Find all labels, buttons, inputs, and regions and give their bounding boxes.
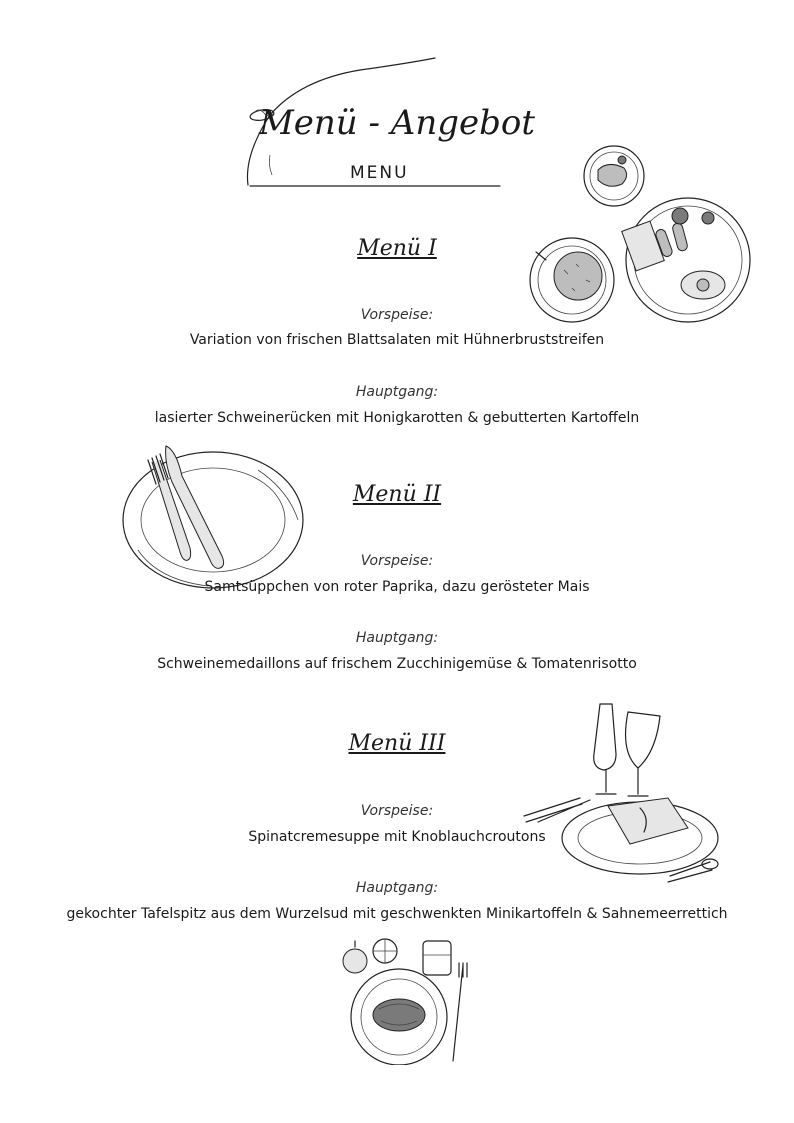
menu-1-heading: Menü I [357,236,437,261]
menu-3-starter: Spinatcremesuppe mit Knoblauchcroutons [248,829,546,845]
table-setting-illustration [520,698,720,888]
menu-3-heading: Menü III [348,731,446,756]
steak-plate-illustration [335,935,485,1065]
menu-2-starter-label: Vorspeise: [360,553,434,569]
menu-3-starter-label: Vorspeise: [360,803,434,819]
plate-cutlery-illustration [118,440,308,595]
page-title: Menü - Angebot [258,103,536,143]
menu-1-main: lasierter Schweinerücken mit Honigkarotten & gebutterten Kartoffeln [154,410,640,426]
menu-2-main: Schweinemedaillons auf frischem Zucchinigemüse & Tomatenrisotto [157,656,637,672]
menu-2-main-label: Hauptgang: [355,630,439,646]
menu-2-starter: Samtsüppchen von roter Paprika, dazu gerösteter Mais [204,579,590,595]
page-subtitle: MENU [350,163,409,183]
menu-3-main-label: Hauptgang: [355,880,439,896]
breakfast-plates-illustration [528,140,758,330]
menu-1-starter: Variation von frischen Blattsalaten mit Hühnerbruststreifen [189,332,605,348]
menu-1-main-label: Hauptgang: [355,384,439,400]
menu-2-heading: Menü II [352,482,442,507]
menu-1-starter-label: Vorspeise: [360,307,434,323]
menu-3-main: gekochter Tafelspitz aus dem Wurzelsud mit geschwenkten Minikartoffeln & Sahnemeerrettich [66,906,728,922]
